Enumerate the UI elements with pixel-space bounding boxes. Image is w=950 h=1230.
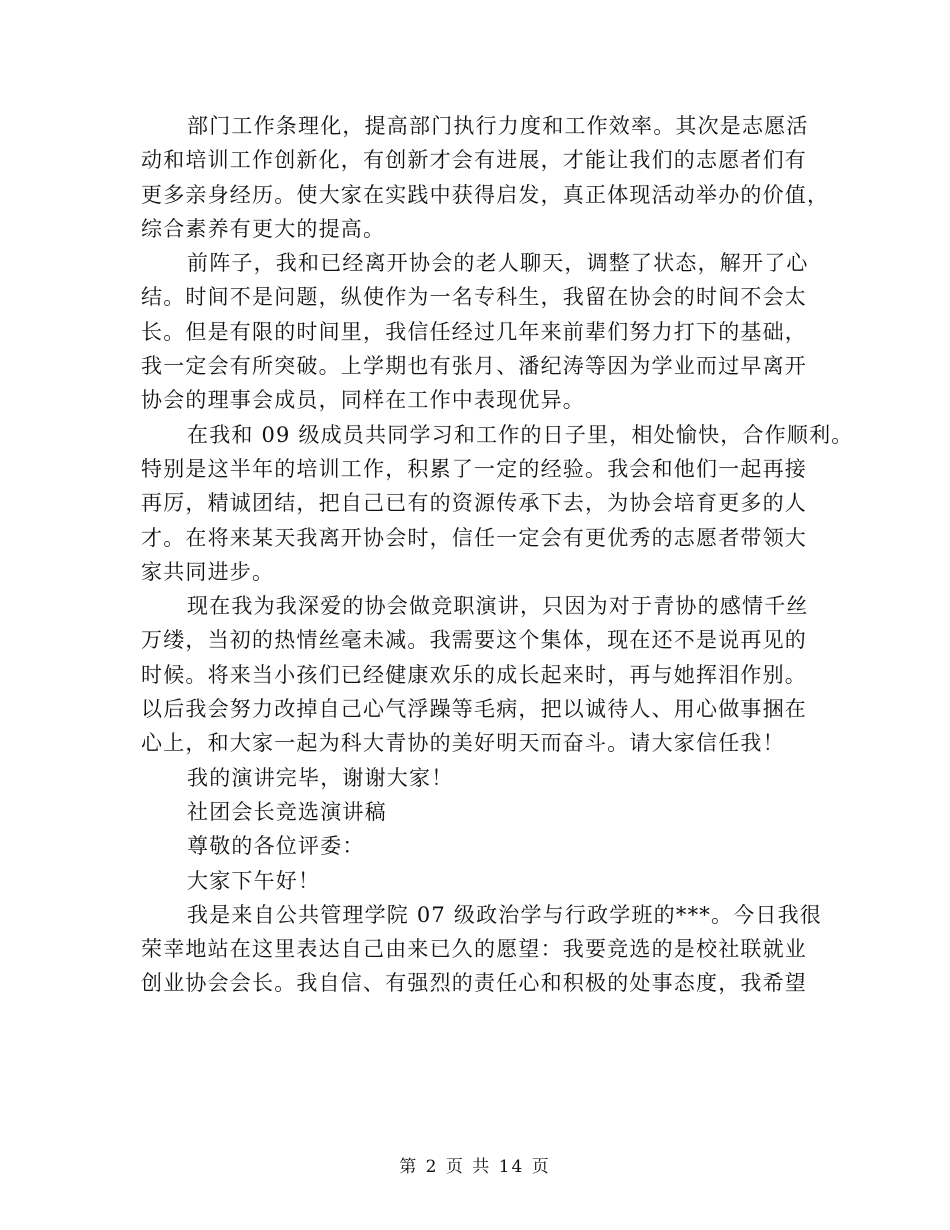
text-line: 前阵子，我和已经离开协会的老人聊天，调整了状态，解开了心 [187,251,809,276]
document-body [141,109,854,1001]
page-footer: 第 2 页 共 14 页 [399,1157,551,1177]
text-line: 综合素养有更大的提高。 [141,216,386,241]
text-line: 现在我为我深爱的协会做竞职演讲，只因为对于青协的感情千丝 [187,594,809,619]
text-line: 我的演讲完毕，谢谢大家！ [187,765,454,790]
text-line: 部门工作条理化，提高部门执行力度和工作效率。其次是志愿活 [187,114,809,138]
text-line: 动和培训工作创新化，有创新才会有进展，才能让我们的志愿者们有 [141,148,807,173]
text-line: 荣幸地站在这里表达自己由来已久的愿望：我要竞选的是校社联就业 [141,937,807,962]
text-line: 特别是这半年的培训工作，积累了一定的经验。我会和他们一起再接 [141,456,807,481]
text-line: 创业协会会长。我自信、有强烈的责任心和积极的处事态度，我希望 [141,971,807,996]
text-line: 时候。将来当小孩们已经健康欢乐的成长起来时，再与她挥泪作别。 [141,662,807,687]
text-line: 才。在将来某天我离开协会时，信任一定会有更优秀的志愿者带领大 [141,525,807,550]
text-line: 家共同进步。 [141,559,275,584]
text-line: 我是来自公共管理学院 07 级政治学与行政学班的***。今日我很 [187,902,822,927]
text-line: 协会的理事会成员，同样在工作中表现优异。 [141,388,585,413]
text-line: 再厉，精诚团结，把自己已有的资源传承下去，为协会培育更多的人 [141,491,807,516]
text-line: 在我和 09 级成员共同学习和工作的日子里，相处愉快，合作顺利。 [187,422,854,447]
text-line: 社团会长竞选演讲稿 [187,799,387,824]
text-line: 尊敬的各位评委： [187,834,365,859]
text-line: 以后我会努力改掉自己心气浮躁等毛病，把以诚待人、用心做事捆在 [141,697,807,722]
text-line: 万缕，当初的热情丝毫未减。我需要这个集体，现在还不是说再见的 [141,628,807,653]
text-line: 大家下午好！ [187,868,321,893]
text-line: 我一定会有所突破。上学期也有张月、潘纪涛等因为学业而过早离开 [141,354,807,379]
text-line: 结。时间不是问题，纵使作为一名专科生，我留在协会的时间不会太 [141,285,807,310]
text-line: 心上，和大家一起为科大青协的美好明天而奋斗。请大家信任我！ [141,731,785,756]
text-line: 长。但是有限的时间里，我信任经过几年来前辈们努力打下的基础， [141,319,807,344]
text-line: 更多亲身经历。使大家在实践中获得启发，真正体现活动举办的价值， [141,182,830,207]
